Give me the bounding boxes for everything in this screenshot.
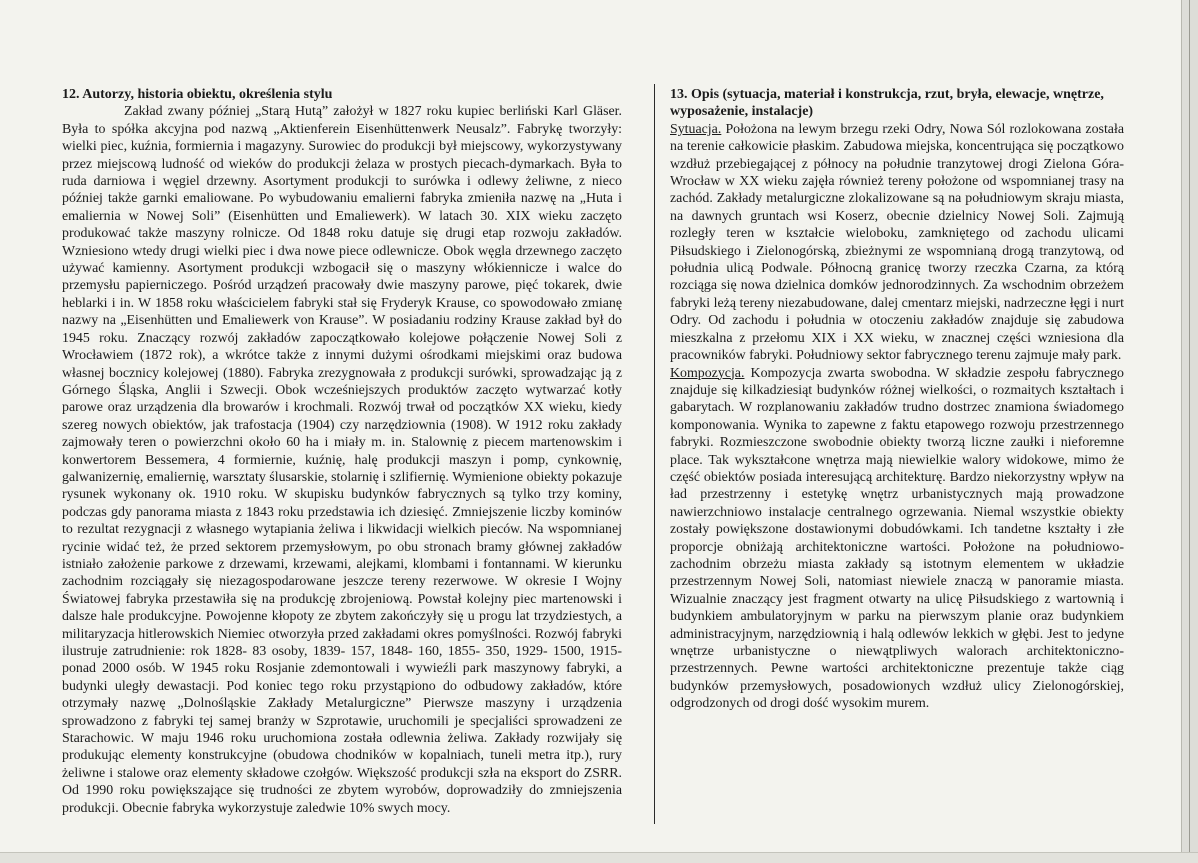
scan-edge-right bbox=[1181, 0, 1198, 863]
section-13-heading: 13. Opis (sytuacja, materiał i konstrukcja, rzut, bryła, elewacje, wnętrze, wyposażenie, instalacje) bbox=[670, 87, 1104, 120]
section-12-column bbox=[62, 86, 622, 817]
kompozycja-text: Kompozycja zwarta swobodna. W składzie zespołu fabrycznego znajduje się kilkadziesiąt budynków różnej wielkości, o rozmaitych kształtach i gabarytach. W rozplanowaniu zakładów trudno dostrzec znamiona świadomego komponowania. Wynika to zapewne z faktu etapowego rozwoju przestrzennego fabryki. Rozmieszczone swobodnie obiekty tworzą liczne zaułki i nieforemne place. Tak wykształcone wnętrza mają niewielkie walory widokowe, mimo że część obiektów posiada interesującą architekturę. Bardzo niekorzystny wpływ na ład przestrzenny i estetykę wnętrz urbanistycznych mają prowadzone nawierzchniowo instalacje centralnego ogrzewania. Niemal wszystkie obiekty zostały powiększone dostawionymi dobudówkami. Ich tandetne kształty i złe proporcje obniżają architektoniczne wartości. Położone na południowo- zachodnim obrzeżu miasta zakłady są istotnym elementem w układzie przestrzennym Nowej Soli, natomiast niewiele znaczą w panoramie miasta. Wizualnie znaczący jest fragment otwarty na ulicę Piłsudskiego z wartownią i budynkiem ambulatoryjnym w parku na pierwszym planie oraz budynkiem administracyjnym, narzędziownią i halą odlewów lekkich w głębi. Jest to jedyne wnętrze urbanistyczne o niewątpliwych walorach architektoniczno- przestrzennych. Pewne wartości architektoniczne prezentuje także ciąg budynków przemysłowych, posadowionych wzdłuż ulicy Zielonogórskiej, odgrodzonych od drogi dość wysokim murem. bbox=[670, 365, 1124, 712]
scan-edge-bottom bbox=[0, 852, 1198, 863]
column-divider bbox=[654, 84, 655, 824]
kompozycja-label: Kompozycja. bbox=[670, 365, 745, 381]
section-13-column bbox=[670, 86, 1124, 713]
sytuacja-text: Położona na lewym brzegu rzeki Odry, Nowa Sól rozlokowana została na terenie całkowicie płaskim. Zabudowa miejska, koncentrująca się początkowo wzdłuż przebiegającej z północy na południe tranzytowej drogi Zielona Góra- Wrocław w XX wieku zajęła również tereny położone od wspomnianej trasy na zachód. Zakłady metalurgiczne zlokalizowane są na południowym skraju miasta, na dawnych gruntach wsi Koserz, obecnie dzielnicy Nowej Soli. Zajmują rozległy teren w kształcie wieloboku, zamkniętego od zachodu ulicami Piłsudskiego i Zielonogórską, zbieżnymi ze wspomnianą drogą tranzytową, od południa ulicą Podwale. Północną granicę tworzy rzeczka Czarna, za którą rozciąga się nowa dzielnica domków jednorodzinnych. Za wschodnim obrzeżem fabryki leżą tereny niezabudowane, dalej cmentarz miejski, nadrzeczne łęgi i nurt Odry. Od zachodu i południa w otoczeniu zakładów znajduje się zabudowa mieszkalna z przełomu XIX i XX wieku, w znacznej części wzniesiona dla pracowników fabryki. Południowy sektor fabrycznego terenu zajmuje mały park. bbox=[670, 121, 1124, 364]
section-12-body: Zakład zwany później „Starą Hutą” założył w 1827 roku kupiec berliński Karl Gläser. Była to spółka akcyjna pod nazwą „Aktienferein Eisenhüttenwerk Neusalz”. Fabrykę tworzyły: wielki piec, kuźnia, formiernia i magazyny. Surowiec do produkcji był miejscowy, wykorzystywany przez miejscową ludność od wieków do produkcji żelaza w prostych piecach-dymarkach. Była to ruda darniowa i węgiel drzewny. Asortyment produkcji to surówka i odlewy żeliwne, z nieco później także garnki emaliowane. Po wybudowaniu emalierni fabryka zmieniła nazwę na „Huta i emaliernia w Nowej Soli” (Eisenhütten und Emaliewerk). W latach 30. XIX wieku zaczęto produkować także maszyny rolnicze. Od 1848 roku datuje się drugi etap rozwoju zakładów. Wzniesiono wtedy drugi wielki piec i dwa nowe piece odlewnicze. Obok węgla drzewnego zaczęto używać kamienny. Asortyment produkcji wzbogacił się o maszyny włókiennicze i walce do przemysłu papierniczego. Pośród urządzeń pracowały dwie maszyny parowe, pięć tokarek, dwie heblarki i in. W 1858 roku właścicielem fabryki stał się Fryderyk Krause, co spowodowało zmianę nazwy na „Eisenhütten und Emaliewerk von Krause”. W posiadaniu rodziny Krause zakład był do 1945 roku. Znaczący rozwój zakładów zapoczątkowało kolejowe połączenie Nowej Soli z Wrocławiem (1872 rok), a wkrótce także z innymi dużymi ośrodkami miejskimi oraz budowa własnej bocznicy kolejowej (1880). Fabryka zrezygnowała z produkcji surówki, sprowadzając ją z Górnego Śląska, Anglii i Szwecji. Obok wcześniejszych produktów zaczęto wytwarzać kotły parowe oraz urządzenia dla browarów i krochmali. Rozwój trwał od początków XX wieku, kiedy szereg nowych obiektów, jak trafostacja (1904) czy narzędziownia (1908). W 1912 roku zakłady zajmowały teren o powierzchni około 60 ha i miały m. in. Stalownię z piecem martenowskim i konwertorem Bessemera, 4 formiernie, kuźnię, halę produkcji maszyn i pomp, cynkownię, galwanizernię, emaliernię, warsztaty ślusarskie, stolarnię i szlifiernię. Wymienione obiekty pokazuje rysunek wykonany ok. 1910 roku. W skupisku budynków fabrycznych są tylko trzy kominy, podczas gdy panorama miasta z 1843 roku przedstawia ich dziesięć. Zmniejszenie liczby kominów to rezultat rezygnacji z własnego wytapiania żeliwa i likwidacji wielkich pieców. Na wspomnianej rycinie widać też, że przed sektorem przemysłowym, po obu stronach bramy głównej zakładów istniało założenie parkowe z drzewami, krzewami, alejkami, klombami i fontannami. W kierunku zachodnim rozciągały się niezagospodarowane jeszcze tereny rezerwowe. W okresie I Wojny Światowej fabryka przestawiła się na produkcję zbrojeniową. Powstał kolejny piec martenowski i dalsze hale produkcyjne. Powojenne kłopoty ze zbytem zakończyły się u progu lat trzydziestych, a militaryzacja hitlerowskich Niemiec otworzyła przed zakładami okres pomyślności. Rozwój fabryki ilustruje zatrudnienie: rok 1828- 83 osoby, 1839- 157, 1848- 160, 1855- 350, 1929- 1500, 1915- ponad 2000 osób. W 1945 roku Rosjanie zdemontowali i wywieźli park maszynowy fabryki, a budynki uległy dewastacji. Pod koniec tego roku przystąpiono do odbudowy zakładów, które otrzymały nazwę „Dolnośląskie Zakłady Metalurgiczne” Pierwsze maszyny i urządzenia sprowadzono z fabryki tej samej branży w Szprotawie, uruchomili je specjaliści sprowadzeni ze Starachowic. W maju 1946 roku uruchomiona została odlewnia żeliwa. Zakłady rozwijały się produkując elementy konstrukcyjne (obudowa chodników w kopalniach, tuneli metra itp.), rury żeliwne i stalowe oraz elementy składowe czołgów. Większość produkcji szła na eksport do ZSRR. Od 1990 roku powiększające się trudności ze zbytem wyrobów, doprowadziły do zmniejszenia produkcji. Obecnie fabryka wykorzystuje zaledwie 10% swych mocy. bbox=[62, 104, 622, 816]
sytuacja-label: Sytuacja. bbox=[670, 121, 722, 137]
sytuacja-paragraph bbox=[670, 121, 1124, 365]
section-12-heading: 12. Autorzy, historia obiektu, określenia stylu bbox=[62, 87, 333, 102]
kompozycja-paragraph bbox=[670, 365, 1124, 713]
